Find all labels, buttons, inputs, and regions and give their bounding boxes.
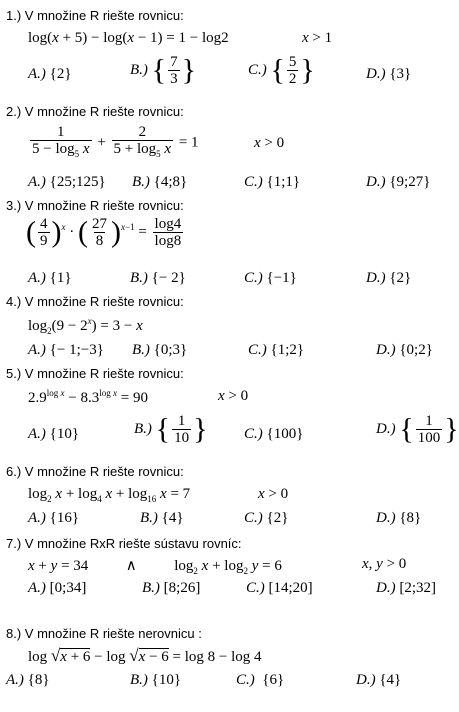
problem-4-option-b[interactable]: B.) {0;3} (132, 342, 188, 358)
problem-6-equation: $\log_2 x + \log_4 x + \log_{16} x = 7$ (28, 486, 191, 504)
problem-3-option-b[interactable]: B.) {− 2} (130, 270, 186, 286)
problem-1-equation: log(x + 5) − log(x − 1) = 1 − log2 (28, 30, 229, 46)
problem-4-heading: 4.) V množine R riešte rovnicu: (6, 294, 184, 309)
problem-2-condition: x > 0 (254, 135, 285, 151)
problem-2-option-a[interactable]: A.) {25;125} (28, 174, 106, 190)
problem-2-option-c[interactable]: C.) {1;1} (244, 174, 301, 190)
problem-2-equation: $\frac{1}{5 - \log_5 x}$ + $\frac{2}{5 + \log_5 x}$ = 1 (28, 124, 199, 162)
problem-8-option-b[interactable]: B.) {10} (130, 672, 182, 688)
problem-7-option-c[interactable]: C.) [14;20] (246, 580, 313, 596)
problem-7-option-d[interactable]: D.) [2;32] (376, 580, 436, 596)
problem-3-option-d[interactable]: D.) {2} (366, 270, 412, 286)
problem-1-condition: x > 1 (302, 30, 333, 46)
problem-1-heading: 1.) V množine R riešte rovnicu: (6, 8, 184, 23)
problem-7-heading: 7.) V množine RxR riešte sústavu rovníc: (6, 536, 242, 551)
problem-5-condition: x > 0 (218, 388, 249, 404)
problem-8-heading: 8.) V množine R riešte nerovnicu : (6, 626, 202, 641)
problem-8-option-d[interactable]: D.) {4} (356, 672, 402, 688)
problem-3-option-a[interactable]: A.) {1} (28, 270, 72, 286)
problem-4-equation: $\log_2(9 - 2^x) = 3 - x$ (28, 316, 143, 336)
problem-2-option-b[interactable]: B.) {4;8} (132, 174, 188, 190)
problem-5-option-b[interactable]: B.) { $\frac{1}{10}$ } (134, 412, 208, 446)
problem-6-option-d[interactable]: D.) {8} (376, 510, 422, 526)
problem-4-option-a[interactable]: A.) {− 1;−3} (28, 342, 104, 358)
problem-5-option-c[interactable]: C.) {100} (244, 426, 304, 442)
problem-8-option-c[interactable]: C.) {6} (236, 672, 285, 688)
problem-6-option-a[interactable]: A.) {16} (28, 510, 80, 526)
problem-5-option-a[interactable]: A.) {10} (28, 426, 80, 442)
problem-4-option-d[interactable]: D.) {0;2} (376, 342, 433, 358)
problem-2-heading: 2.) V množine R riešte rovnicu: (6, 104, 184, 119)
problem-3-equation: ( $\frac{4}{9}$ )$^x$ · ( $\frac{27}{8}$ )$^{x-1}$ = $\frac{\log 4}{\log 8}$ (26, 215, 182, 249)
problem-6-heading: 6.) V množine R riešte rovnicu: (6, 464, 184, 479)
problem-7-condition: x, y > 0 (362, 556, 407, 572)
problem-5-equation: $2.9^{log x} - 8.3^{log x} = 90$ (28, 388, 148, 406)
problem-8-equation: log √x + 6 − log √x − 6 = log 8 − log 4 (28, 646, 262, 665)
problem-3-option-c[interactable]: C.) {−1} (244, 270, 297, 286)
problem-3-heading: 3.) V množine R riešte rovnicu: (6, 198, 184, 213)
problem-6-condition: x > 0 (258, 486, 289, 502)
problem-7-option-a[interactable]: A.) [0;34] (28, 580, 87, 596)
problem-8-option-a[interactable]: A.) {8} (6, 672, 50, 688)
problem-7-equation: x + y = 34 ∧ $\log_2 x + \log_2 y = 6$ (28, 558, 282, 576)
problem-1-option-b[interactable]: B.) { $\frac{7}{3}$ } (130, 53, 196, 87)
problem-5-heading: 5.) V množine R riešte rovnicu: (6, 366, 184, 381)
problem-6-option-c[interactable]: C.) {2} (244, 510, 289, 526)
problem-4-option-c[interactable]: C.) {1;2} (248, 342, 305, 358)
problem-1-option-a[interactable]: A.) {2} (28, 66, 72, 82)
problem-7-option-b[interactable]: B.) [8;26] (142, 580, 201, 596)
problem-2-option-d[interactable]: D.) {9;27} (366, 174, 431, 190)
problem-1-option-d[interactable]: D.) {3} (366, 66, 412, 82)
problem-5-option-d[interactable]: D.) { $\frac{1}{100}$ } (376, 412, 459, 446)
problem-6-option-b[interactable]: B.) {4} (140, 510, 184, 526)
problem-1-option-c[interactable]: C.) { $\frac{5}{2}$ } (248, 53, 315, 87)
